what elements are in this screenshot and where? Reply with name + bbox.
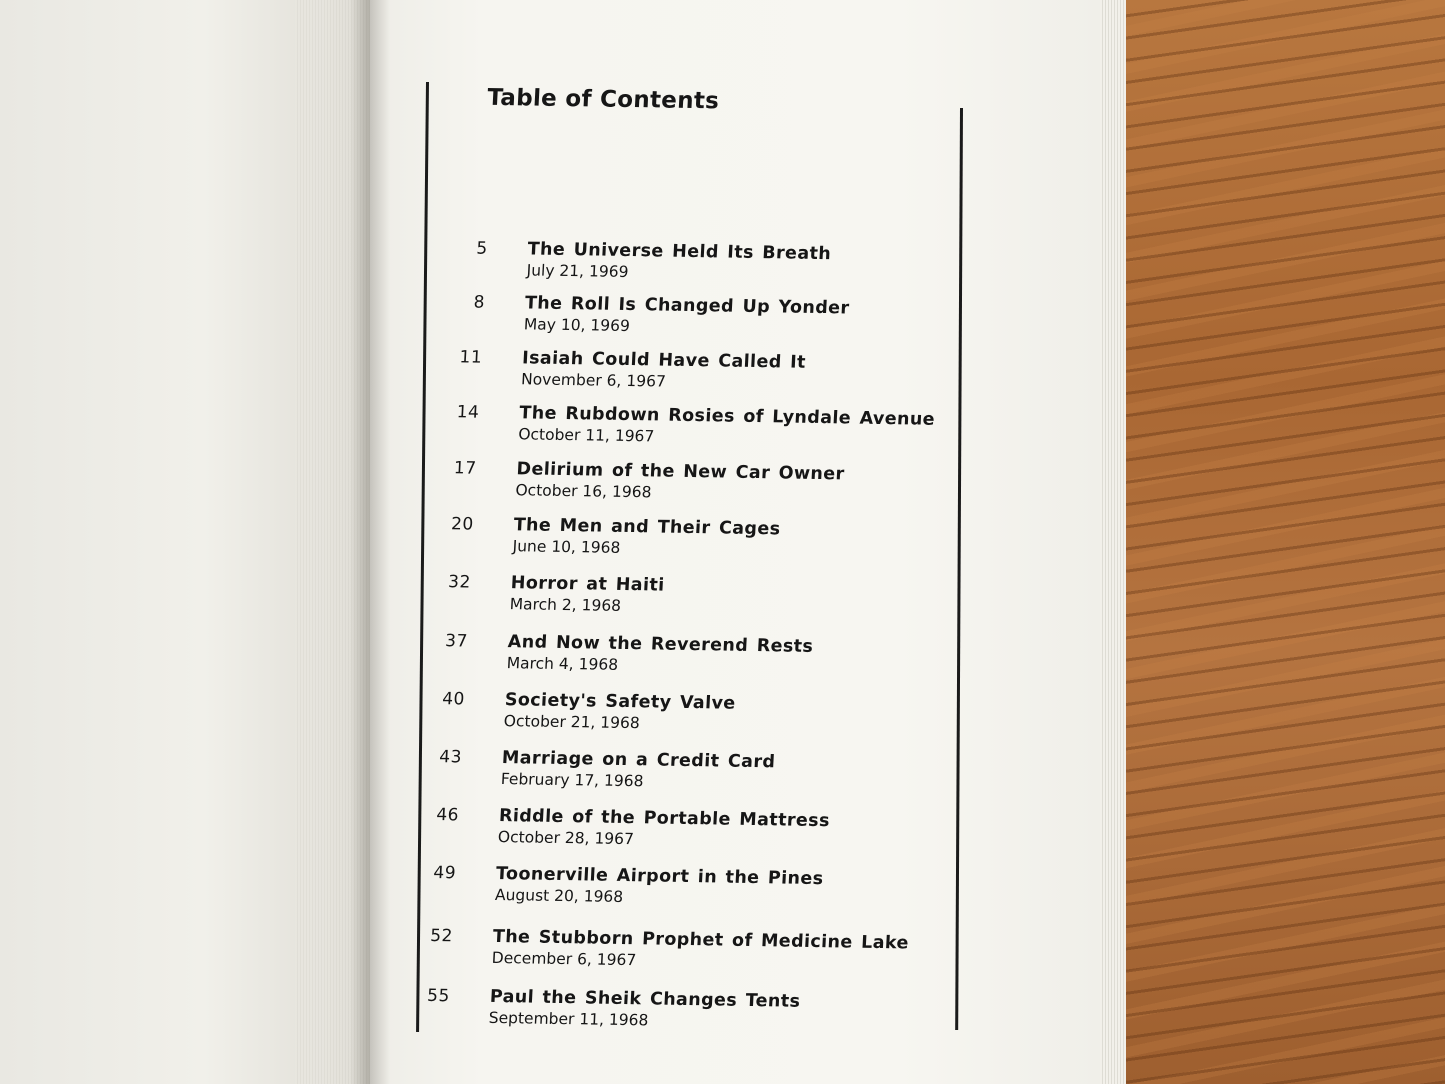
toc-entry-title: Riddle of the Portable Mattress bbox=[498, 806, 831, 832]
toc-page-number: 14 bbox=[456, 402, 480, 423]
toc-entry-date: December 6, 1967 bbox=[491, 948, 637, 970]
table-of-contents bbox=[391, 84, 940, 1051]
right-page-edge bbox=[1100, 0, 1126, 1084]
toc-entry bbox=[427, 292, 909, 350]
toc-entry-title: Horror at Haiti bbox=[510, 573, 666, 596]
toc-entry-date: October 11, 1967 bbox=[517, 425, 655, 446]
toc-page-number: 11 bbox=[459, 347, 483, 368]
toc-entry bbox=[410, 631, 892, 689]
toc-page-number: 46 bbox=[435, 805, 460, 826]
book-gutter bbox=[350, 0, 390, 1084]
toc-entry-title: Marriage on a Credit Card bbox=[501, 748, 776, 773]
toc-entry-date: June 10, 1968 bbox=[512, 537, 621, 557]
toc-entry-date: October 21, 1968 bbox=[503, 712, 641, 733]
toc-entry bbox=[421, 402, 936, 460]
toc-entry-date: November 6, 1967 bbox=[520, 370, 667, 391]
toc-entry-date: September 11, 1968 bbox=[488, 1008, 649, 1030]
toc-entry-date: March 2, 1968 bbox=[509, 595, 622, 615]
toc-entry-title: The Stubborn Prophet of Medicine Lake bbox=[492, 926, 910, 954]
toc-entry bbox=[413, 572, 895, 630]
toc-entry bbox=[392, 985, 874, 1043]
toc-entry bbox=[398, 862, 880, 920]
toc-page-number: 17 bbox=[453, 458, 478, 479]
toc-entry-date: May 10, 1969 bbox=[523, 315, 631, 336]
toc-page-number: 8 bbox=[473, 292, 486, 313]
toc-page-number: 5 bbox=[475, 238, 489, 259]
toc-entry-title: Society's Safety Valve bbox=[504, 690, 737, 714]
toc-page-number: 20 bbox=[450, 514, 475, 535]
toc-entry bbox=[395, 925, 910, 983]
toc-page-number: 37 bbox=[444, 631, 469, 652]
toc-entry bbox=[407, 689, 889, 747]
toc-entry bbox=[430, 238, 912, 296]
toc-entry-title: The Universe Held Its Breath bbox=[527, 239, 832, 265]
toc-page-number: 32 bbox=[447, 572, 472, 593]
toc-entry-title: The Rubdown Rosies of Lyndale Avenue bbox=[518, 403, 936, 430]
toc-page-number: 52 bbox=[429, 925, 454, 947]
toc-page-number: 40 bbox=[441, 689, 466, 710]
toc-page-number: 49 bbox=[432, 863, 457, 884]
toc-entry bbox=[401, 805, 883, 863]
toc-entry-date: October 16, 1968 bbox=[515, 481, 652, 502]
toc-entry bbox=[419, 458, 901, 516]
toc-entry-date: October 28, 1967 bbox=[497, 828, 635, 849]
wooden-table bbox=[1070, 0, 1445, 1084]
toc-entry bbox=[404, 747, 886, 805]
toc-title: Table of Contents bbox=[486, 84, 720, 115]
toc-entry bbox=[416, 514, 898, 572]
toc-entry-title: The Roll Is Changed Up Yonder bbox=[524, 293, 850, 319]
toc-entry-date: July 21, 1969 bbox=[526, 261, 629, 281]
toc-page-number: 43 bbox=[438, 747, 463, 768]
toc-entry-title: Delirium of the New Car Owner bbox=[516, 459, 846, 485]
toc-entry-date: August 20, 1968 bbox=[494, 885, 624, 906]
toc-entry-title: The Men and Their Cages bbox=[513, 515, 781, 540]
toc-entry-title: And Now the Reverend Rests bbox=[507, 632, 814, 657]
toc-entry-date: March 4, 1968 bbox=[506, 654, 619, 674]
toc-entry-title: Paul the Sheik Changes Tents bbox=[489, 986, 801, 1012]
toc-entry-title: Isaiah Could Have Called It bbox=[521, 348, 807, 373]
toc-page-number: 55 bbox=[426, 985, 451, 1007]
toc-entry-title: Toonerville Airport in the Pines bbox=[495, 863, 825, 890]
toc-entry-date: February 17, 1968 bbox=[500, 770, 644, 791]
toc-entry bbox=[424, 347, 906, 405]
